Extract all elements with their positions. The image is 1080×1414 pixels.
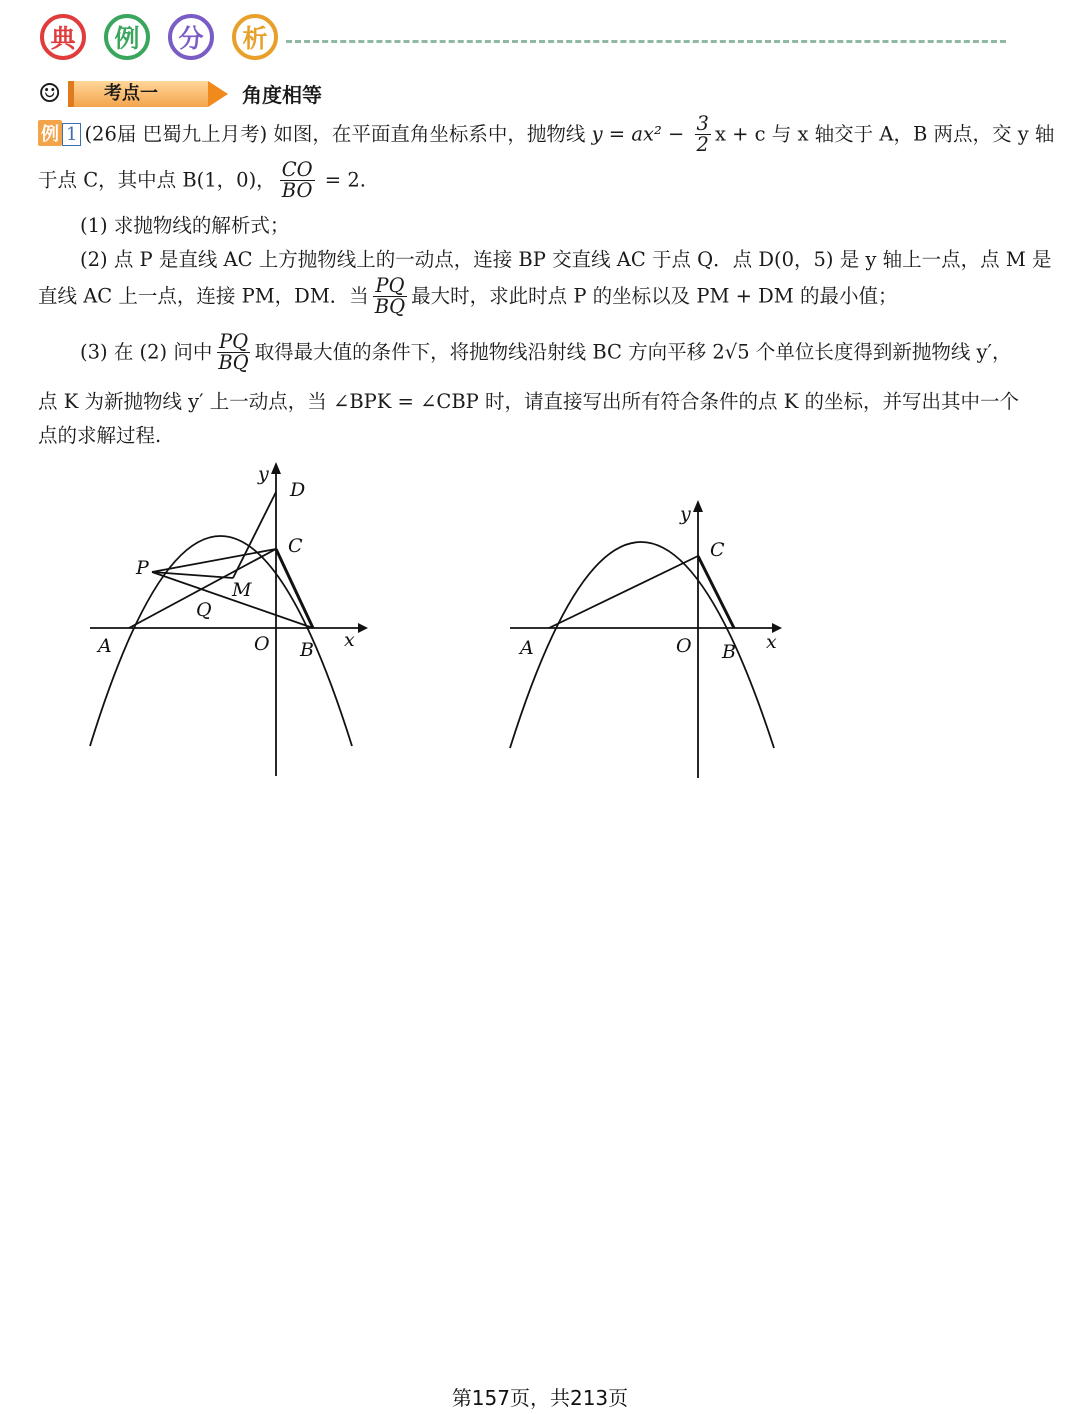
- x-axis-arrow: [358, 623, 368, 633]
- y-axis-arrow: [271, 462, 281, 474]
- problem-intro-cont: x + c 与 x 轴交于 A，B 两点，交 y 轴: [714, 122, 1055, 146]
- label-x: x: [766, 631, 777, 653]
- label-m: M: [232, 579, 252, 601]
- figure-2: [500, 496, 800, 786]
- label-b: B: [300, 639, 314, 661]
- question-3-line-2: 点 K 为新抛物线 y′ 上一动点，当 ∠BPK = ∠CBP 时，请直接写出所有符合条件的点 K 的坐标，并写出其中一个: [38, 390, 1019, 413]
- segment-pc: [152, 549, 276, 572]
- question-1: (1) 求抛物线的解析式；: [80, 214, 290, 237]
- arrow-icon: [208, 81, 228, 107]
- question-2-line-2: 直线 AC 上一点，连接 PM，DM．当 $\frac{PQ}{BQ}$ 最大时，求此时点 P 的坐标以及 PM + DM 的最小值；: [38, 274, 898, 319]
- segment-ac: [549, 556, 698, 628]
- parabola-equation: y = ax² −: [591, 122, 685, 146]
- label-y: y: [680, 503, 691, 525]
- y-axis-arrow: [693, 500, 703, 512]
- figure-1: [80, 456, 380, 786]
- topic-title: 角度相等: [242, 83, 322, 107]
- student-icon: ☺: [38, 79, 62, 109]
- page-footer: 第157页，共213页: [451, 1386, 629, 1410]
- fraction-3-2: $\frac{3}{2}$: [696, 112, 709, 157]
- label-y: y: [258, 463, 269, 485]
- label-q: Q: [196, 599, 212, 621]
- question-3-line-1: (3) 在 (2) 问中 $\frac{PQ}{BQ}$ 取得最大值的条件下，将抛物线沿射线 BC 方向平移 2√5 个单位长度得到新抛物线 y′，: [80, 330, 1012, 375]
- label-x: x: [344, 629, 355, 651]
- ratio-value: = 2.: [318, 168, 366, 192]
- topic-bar: [38, 77, 338, 111]
- fraction-co-bo: $\frac{CO}{BO}$: [281, 158, 313, 203]
- fraction-pq-bq-2: $\frac{PQ}{BQ}$: [218, 330, 249, 375]
- problem-line-2: [38, 160, 366, 202]
- section-header: [40, 14, 1040, 70]
- badge-dian: 典: [40, 14, 86, 60]
- topic-tag: 考点一: [68, 81, 208, 107]
- label-o: O: [254, 633, 270, 655]
- badge-xi: 析: [232, 14, 278, 60]
- label-b: B: [722, 641, 736, 663]
- label-c: C: [288, 535, 303, 557]
- example-label: 例: [38, 120, 62, 146]
- header-dashed-rule: [286, 40, 1006, 43]
- question-2-line-1: (2) 点 P 是直线 AC 上方抛物线上的一动点，连接 BP 交直线 AC 于点 Q．点 D(0，5) 是 y 轴上一点，点 M 是: [80, 248, 1052, 271]
- point-b-text: 于点 C，其中点 B(1，0)，: [38, 168, 276, 192]
- label-p: P: [136, 557, 149, 579]
- badge-fen: 分: [168, 14, 214, 60]
- problem-line-1: [38, 114, 1054, 156]
- label-a: A: [520, 637, 534, 659]
- badge-li: 例: [104, 14, 150, 60]
- label-c: C: [710, 539, 725, 561]
- fraction-pq-bq: $\frac{PQ}{BQ}$: [374, 274, 406, 319]
- label-o: O: [676, 635, 692, 657]
- label-a: A: [98, 635, 112, 657]
- example-number: 1: [62, 123, 81, 146]
- segment-cb: [698, 556, 734, 628]
- question-3-line-3: 点的求解过程.: [38, 424, 162, 447]
- label-d: D: [290, 479, 306, 501]
- problem-intro: (26届 巴蜀九上月考) 如图，在平面直角坐标系中，抛物线: [84, 122, 592, 146]
